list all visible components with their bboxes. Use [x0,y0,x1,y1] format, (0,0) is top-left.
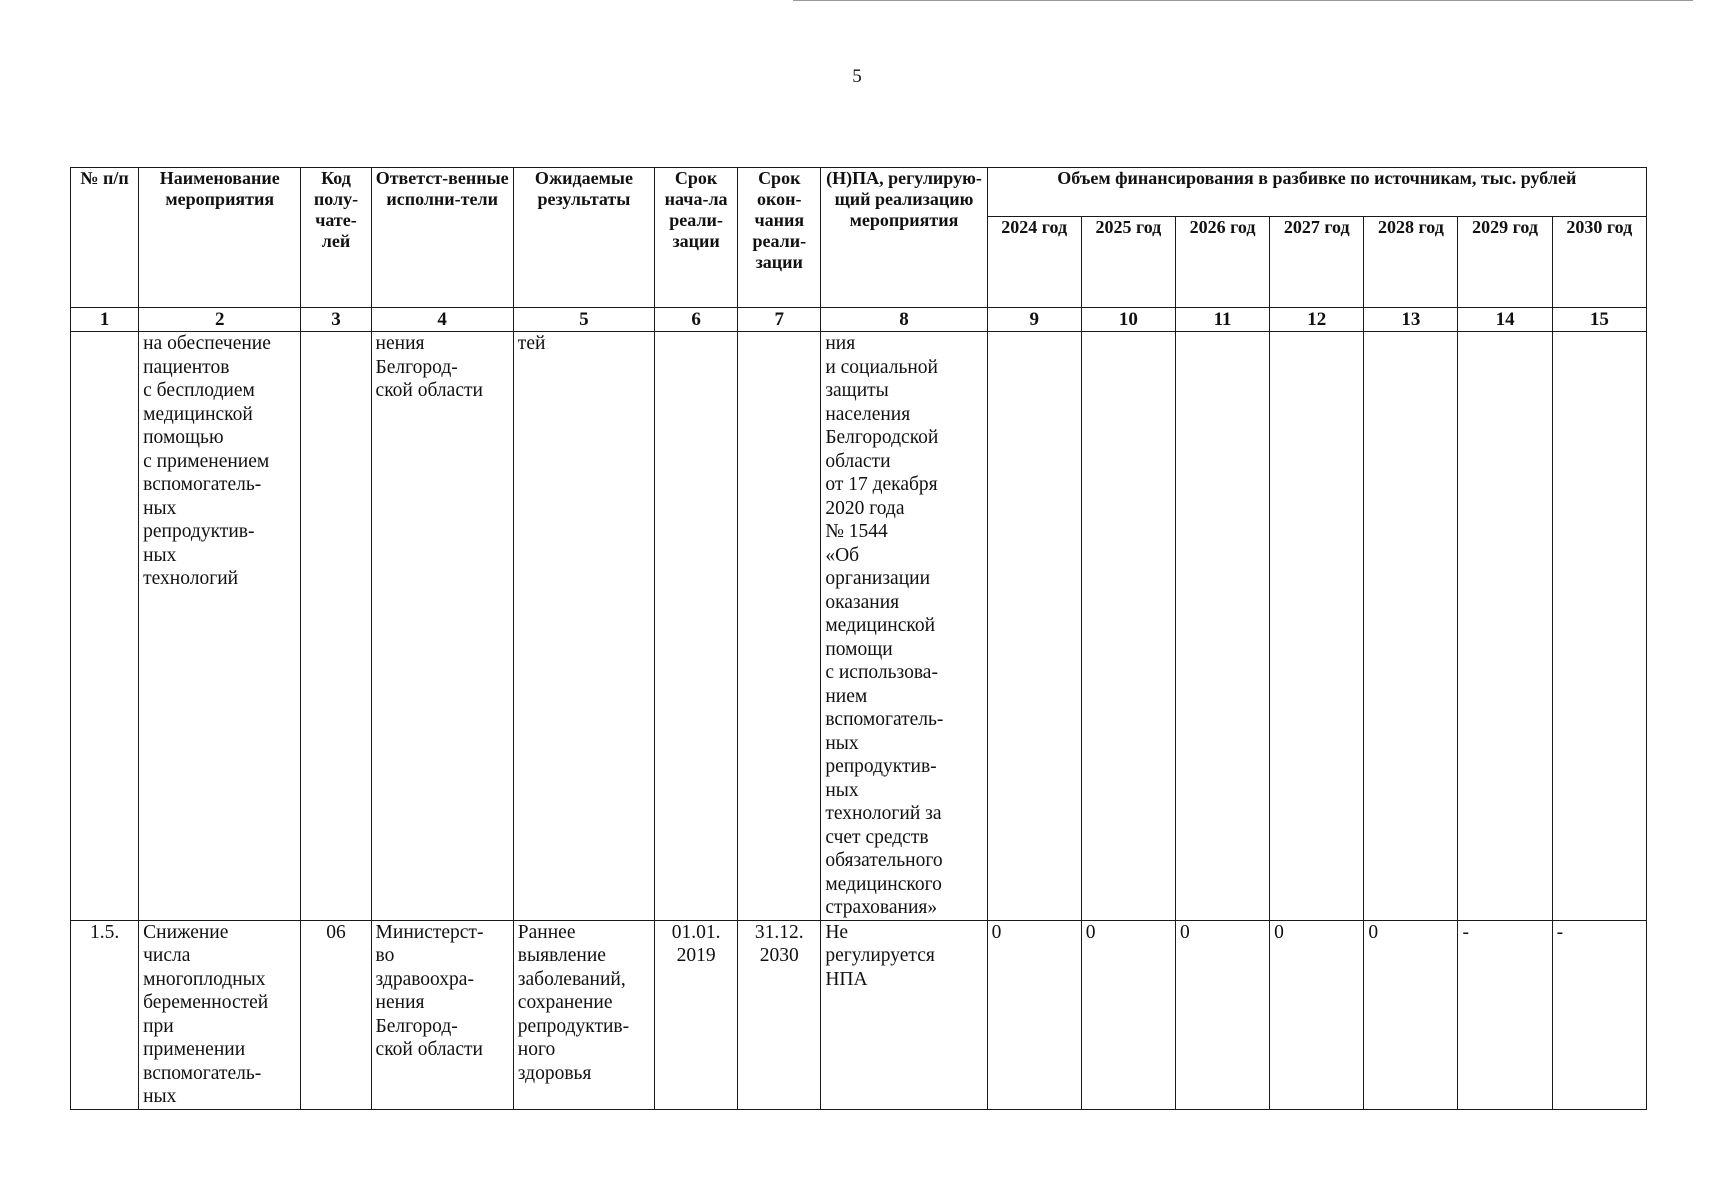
header-funding: Объем финансирования в разбивке по источникам, тыс. рублей [987,168,1646,217]
cell-expected-results: тей [513,332,654,921]
header-year-2028: 2028 год [1364,217,1458,308]
column-number-row [71,308,1647,332]
cell-number [71,332,139,921]
column-number: 1 [71,308,139,332]
column-number: 6 [655,308,738,332]
cell-funding-2028 [1364,332,1458,921]
cell-expected-results: Раннее выявление заболеваний, сохранение репродуктив- ного здоровья [513,920,654,1109]
cell-recipient-code: 06 [301,920,371,1109]
cell-funding-2024: 0 [987,920,1081,1109]
header-year-2025: 2025 год [1081,217,1175,308]
cell-end-date [738,332,821,921]
cell-start-date [655,332,738,921]
cell-funding-2030: - [1552,920,1646,1109]
cell-funding-2027 [1270,332,1364,921]
page-number: 5 [852,66,862,87]
header-year-2026: 2026 год [1175,217,1269,308]
column-number: 12 [1270,308,1364,332]
cell-funding-2025: 0 [1081,920,1175,1109]
header-year-2024: 2024 год [987,217,1081,308]
cell-number: 1.5. [71,920,139,1109]
cell-funding-2024 [987,332,1081,921]
header-year-2029: 2029 год [1458,217,1552,308]
table-row [71,332,1647,921]
column-number: 10 [1081,308,1175,332]
table-header [71,168,1647,332]
cell-funding-2027: 0 [1270,920,1364,1109]
column-number: 3 [301,308,371,332]
cell-funding-2025 [1081,332,1175,921]
cell-executors: нения Белгород- ской области [371,332,513,921]
cell-regulatory-act: ния и социальной защиты населения Белгородской области от 17 декабря 2020 года № 1544 «Об организации оказания медицинской помощи с использова- нием вспомогатель- ных репродуктив- ных технологий за счет средств обязательного медицинского страхования» [821,332,987,921]
cell-funding-2030 [1552,332,1646,921]
cell-start-date: 01.01. 2019 [655,920,738,1109]
header-executors: Ответст-венные исполни-тели [371,168,513,308]
column-number: 15 [1552,308,1646,332]
header-start-date: Срок нача-ла реали-зации [655,168,738,308]
header-end-date: Срок окон-чания реали-зации [738,168,821,308]
header-expected-results: Ожидаемые результаты [513,168,654,308]
cell-funding-2026: 0 [1175,920,1269,1109]
activity-plan-table [70,167,1647,1110]
cell-funding-2028: 0 [1364,920,1458,1109]
header-activity-name: Наименование мероприятия [139,168,301,308]
column-number: 11 [1175,308,1269,332]
cell-end-date: 31.12. 2030 [738,920,821,1109]
column-number: 2 [139,308,301,332]
cell-funding-2026 [1175,332,1269,921]
cell-funding-2029 [1458,332,1552,921]
cell-activity-name: на обеспечение пациентов с бесплодием медицинской помощью с применением вспомогатель- ных репродуктив- ных технологий [139,332,301,921]
header-number: № п/п [71,168,139,308]
cell-funding-2029: - [1458,920,1552,1109]
column-number: 9 [987,308,1081,332]
column-number: 5 [513,308,654,332]
column-number: 13 [1364,308,1458,332]
column-number: 4 [371,308,513,332]
cell-recipient-code [301,332,371,921]
column-number: 7 [738,308,821,332]
table-row [71,920,1647,1109]
header-year-2027: 2027 год [1270,217,1364,308]
header-year-2030: 2030 год [1552,217,1646,308]
cell-regulatory-act: Не регулируется НПА [821,920,987,1109]
cell-executors: Министерст- во здравоохра- нения Белгород- ской области [371,920,513,1109]
scan-top-line [793,0,1693,1]
cell-activity-name: Снижение числа многоплодных беременностей при применении вспомогатель- ных [139,920,301,1109]
header-recipient-code: Код полу-чате-лей [301,168,371,308]
column-number: 14 [1458,308,1552,332]
column-number: 8 [821,308,987,332]
header-regulatory-act: (Н)ПА, регулирую-щий реализацию мероприятия [821,168,987,308]
